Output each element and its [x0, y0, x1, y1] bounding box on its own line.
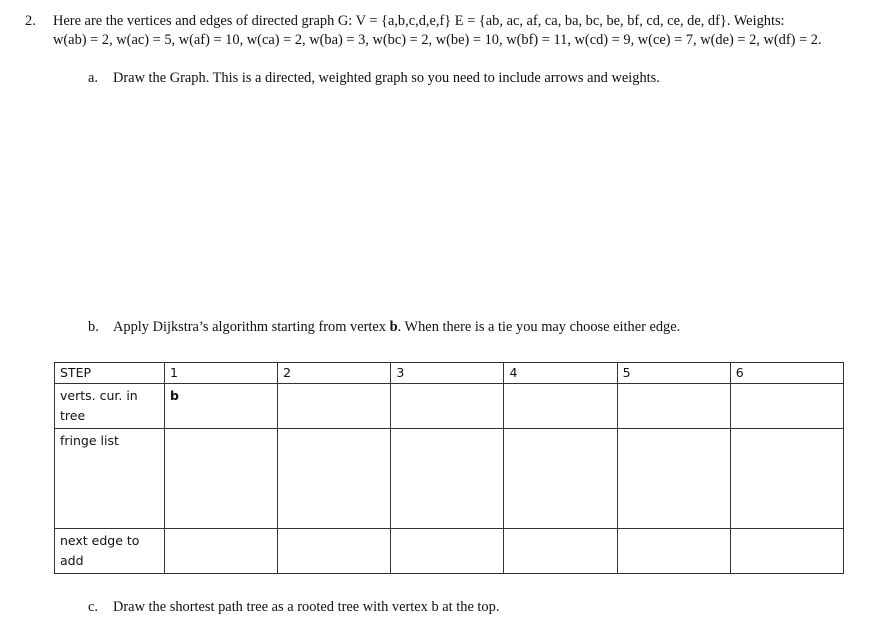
table-row-verts-in-tree: [55, 384, 844, 429]
table-row-fringe-list: [55, 429, 844, 529]
verts-cell[interactable]: b: [165, 384, 278, 429]
next-edge-cell[interactable]: [730, 529, 843, 574]
table-row-step: [55, 363, 844, 384]
fringe-cell[interactable]: [165, 429, 278, 529]
step-number: 2: [278, 363, 391, 384]
fringe-cell[interactable]: [391, 429, 504, 529]
part-b-text-before: Apply Dijkstra’s algorithm starting from vertex: [113, 319, 390, 335]
question-text-line1: Here are the vertices and edges of directed graph G: V = {a,b,c,d,e,f} E = {ab, ac, af, ca, ba, bc, be, bf, cd, ce, de, df}. Weights:: [53, 13, 785, 29]
part-c-marker: c.: [88, 599, 98, 615]
part-b-text-after: . When there is a tie you may choose either edge.: [397, 319, 681, 335]
part-b-instruction: [113, 318, 680, 336]
part-c-instruction: Draw the shortest path tree as a rooted tree with vertex b at the top.: [113, 599, 500, 615]
step-number: 3: [391, 363, 504, 384]
next-edge-cell[interactable]: [165, 529, 278, 574]
question-text-line2: w(ab) = 2, w(ac) = 5, w(af) = 10, w(ca) = 2, w(ba) = 3, w(bc) = 2, w(be) = 10, w(bf) = 11, w(cd) = 9, w(ce) = 7, w(de) = 2, w(df) = 2.: [53, 32, 822, 48]
step-number: 1: [165, 363, 278, 384]
part-a-instruction: Draw the Graph. This is a directed, weighted graph so you need to include arrows and weights.: [113, 70, 660, 86]
next-edge-cell[interactable]: [391, 529, 504, 574]
verts-cell[interactable]: [617, 384, 730, 429]
next-edge-cell[interactable]: [504, 529, 617, 574]
question-number: 2.: [25, 13, 36, 29]
table-row-next-edge: [55, 529, 844, 574]
part-b-marker: b.: [88, 319, 99, 335]
verts-cell[interactable]: [504, 384, 617, 429]
step-header-label: STEP: [55, 363, 165, 384]
part-a-marker: a.: [88, 70, 98, 86]
next-edge-cell[interactable]: [278, 529, 391, 574]
step-number: 4: [504, 363, 617, 384]
part-b-start-vertex: b: [389, 319, 398, 335]
verts-cell[interactable]: [391, 384, 504, 429]
verts-in-tree-label: verts. cur. in tree: [55, 384, 165, 429]
verts-cell[interactable]: [278, 384, 391, 429]
fringe-cell[interactable]: [504, 429, 617, 529]
fringe-list-label: fringe list: [55, 429, 165, 529]
verts-cell[interactable]: [730, 384, 843, 429]
next-edge-label: next edge to add: [55, 529, 165, 574]
fringe-cell[interactable]: [617, 429, 730, 529]
step-number: 5: [617, 363, 730, 384]
next-edge-cell[interactable]: [617, 529, 730, 574]
step-number: 6: [730, 363, 843, 384]
fringe-cell[interactable]: [730, 429, 843, 529]
dijkstra-table: [54, 362, 844, 574]
fringe-cell[interactable]: [278, 429, 391, 529]
